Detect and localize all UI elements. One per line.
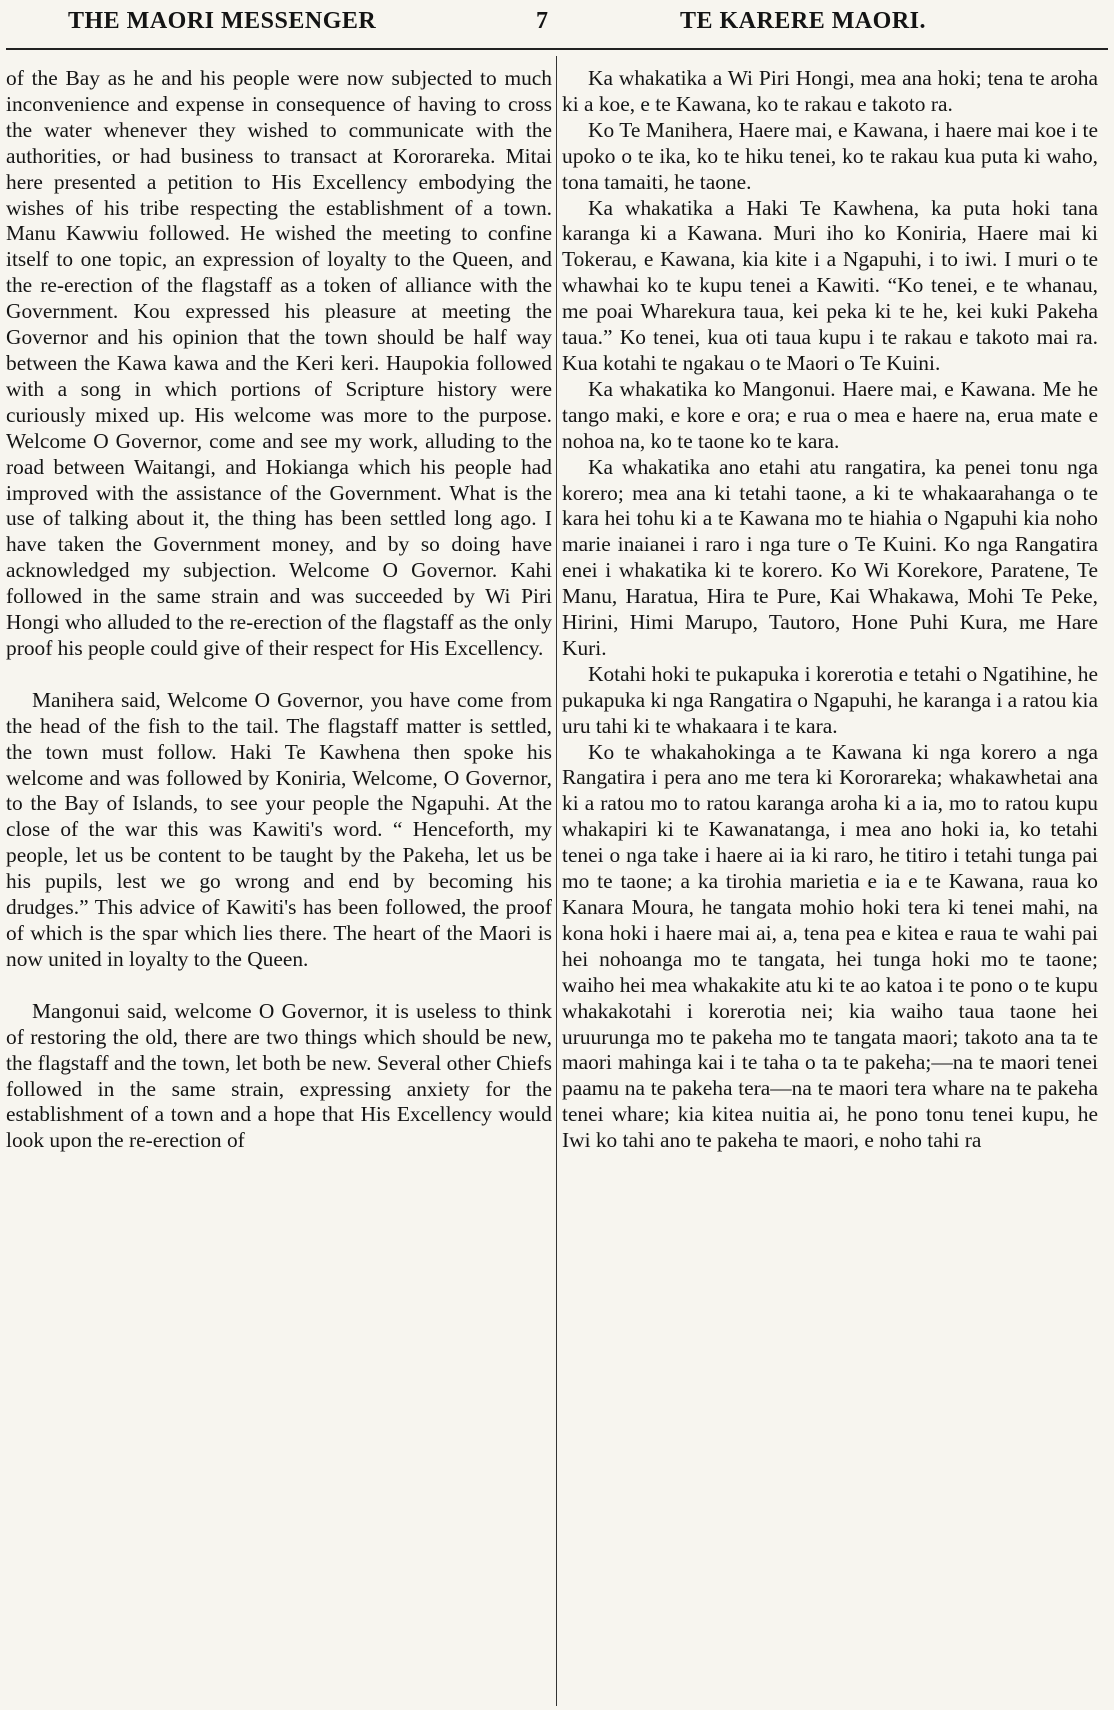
masthead-title-maori: TE KARERE MAORI. (680, 8, 927, 34)
header-rule (6, 48, 1108, 50)
english-paragraph-2: Manihera said, Welcome O Governor, you have come from the head of the fish to the tail. The flagstaff matter is settled, the town must follow. Haki Te Kawhena then spoke his welcome and was followed by Koniria, Welcome, O Governor, to the Bay of Islands, to see your people the Ngapuhi. At the close of the war this was Kawiti's word. “ Henceforth, my people, let us be content to be taught by the Pakeha, let us be his pupils, lest we go wrong and end by becoming his drudges.” This advice of Kawiti's has been followed, the proof of which is the spar which lies there. The heart of the Maori is now united in loyalty to the Queen. (6, 687, 552, 971)
maori-paragraph-5: Ka whakatika ano etahi atu rangatira, ka penei tonu nga korero; mea ana ki tetahi taone, a ki te whakaarahanga o te kara hei tohu ki a te Kawana mo te hiahia o Ngapuhi kia noho marie inaianei i raro i nga ture o Te Kuini. Ko nga Rangatira enei i whakatika ki te korero. Ko Wi Korekore, Paratene, Te Manu, Haratua, Hira te Pure, Kai Whakawa, Mohi Te Peke, Hirini, Himi Marupo, Tautoro, Hone Puhi Kura, me Hare Kuri. (562, 454, 1098, 660)
maori-paragraph-6: Kotahi hoki te pukapuka i korerotia e tetahi o Ngatihine, he pukapuka ki nga Rangatira o Ngapuhi, he karanga i a ratou kia uru tahi ki te whakaara i te kara. (562, 661, 1098, 738)
english-paragraph-1: of the Bay as he and his people were now subjected to much inconvenience and expense in consequence of having to cross the water whenever they wished to communicate with the authorities, or had business to transact at Kororareka. Mitai here presented a petition to His Excellency embodying the wishes of his tribe respecting the establishment of a town. Manu Kawwiu followed. He wished the meeting to confine itself to one topic, an expression of loyalty to the Queen, and the re-erection of the flagstaff as a token of alliance with the Government. Kou expressed his pleasure at meeting the Governor and his opinion that the town should be half way between the Kawa kawa and the Keri keri. Haupokia followed with a song in which portions of Scripture history were curiously mixed up. His welcome was more to the purpose. Welcome O Governor, come and see my work, alluding to the road between Waitangi, and Hokianga which his people had improved with the assistance of the Government. What is the use of talking about it, the thing has been settled long ago. I have taken the Government money, and by so doing have acknowledged my subjection. Welcome O Governor. Kahi followed in the same strain and was succeeded by Wi Piri Hongi who alluded to the re-erection of the flagstaff as the only proof his people could give of their respect for His Excellency. (6, 66, 552, 660)
maori-column (562, 66, 1098, 1706)
masthead (0, 0, 1114, 42)
maori-paragraph-7: Ko te whakahokinga a te Kawana ki nga korero a nga Rangatira i pera ano me tera ki Kororareka; whakawhetai ana ki a ratou mo to ratou karanga aroha ki a ia, mo to ratou kupu whakapiri ki te Kawanatanga, i mea ano hoki ia, ko tetahi tenei o nga take i haere ai ia ki raro, he titiro i tetahi tunga pai mo te taone; a ka tirohia marietia e ia e te Kawana, raua ko Kanara Moura, he tangata mohio hoki tera ki tenei mahi, na kona hoki i haere mai ai, a, tena pea e kitea e raua te wahi pai hei nohoanga mo te tangata, hei tunga hoki mo te taone; waiho hei mea whakakite atu ki te ao katoa i te pono o te kupu whakakotahi i korerotia nei; kia waiho taua taone hei uruurunga mo te pakeha mo te tangata maori; takoto ana ta te maori mahinga kai i te taha o ta te pakeha;—na te maori tenei paamu na te pakeha tera—na te maori tera whare na te pakeha tenei whare; kia kitea nuitia ai, he pono tonu tenei kupu, he Iwi ko tahi ano te pakeha te maori, e noho tahi ra (562, 739, 1098, 1153)
english-column (6, 66, 552, 1706)
maori-paragraph-1: Ka whakatika a Wi Piri Hongi, mea ana hoki; tena te aroha ki a koe, e te Kawana, ko te rakau e takoto ra. (562, 66, 1098, 116)
maori-paragraph-3: Ka whakatika a Haki Te Kawhena, ka puta hoki tana karanga ki a Kawana. Muri iho ko Koniria, Haere mai ki Tokerau, e Kawana, kia kite i a Ngapuhi, i to iwi. I muri o te whawhai ko te kupu tenei a Kawiti. “Ko tenei, e te whanau, me poai Wharekura taua, kei peka ki te he, kei kuki Pakeha taua.” Ko tenei, kua oti taua kupu i te rakau e takoto mai ra. Kua kotahi te ngakau o te Maori o Te Kuini. (562, 195, 1098, 375)
masthead-title-english: THE MAORI MESSENGER (68, 8, 377, 34)
column-divider (556, 56, 557, 1706)
page-number: 7 (536, 8, 549, 34)
maori-paragraph-2: Ko Te Manihera, Haere mai, e Kawana, i haere mai koe i te upoko o te ika, ko te hiku tenei, ko te rakau kua puta ki waho, tona tamaiti, he taone. (562, 117, 1098, 194)
maori-paragraph-4: Ka whakatika ko Mangonui. Haere mai, e Kawana. Me he tango maki, e kore e ora; e rua o mea e haere na, erua mate e nohoa na, ko te taone ko te kara. (562, 376, 1098, 453)
english-paragraph-3: Mangonui said, welcome O Governor, it is useless to think of restoring the old, there are two things which should be new, the flagstaff and the town, let both be new. Several other Chiefs followed in the same strain, expressing anxiety for the establishment of a town and a hope that His Excellency would look upon the re-erection of (6, 998, 552, 1153)
